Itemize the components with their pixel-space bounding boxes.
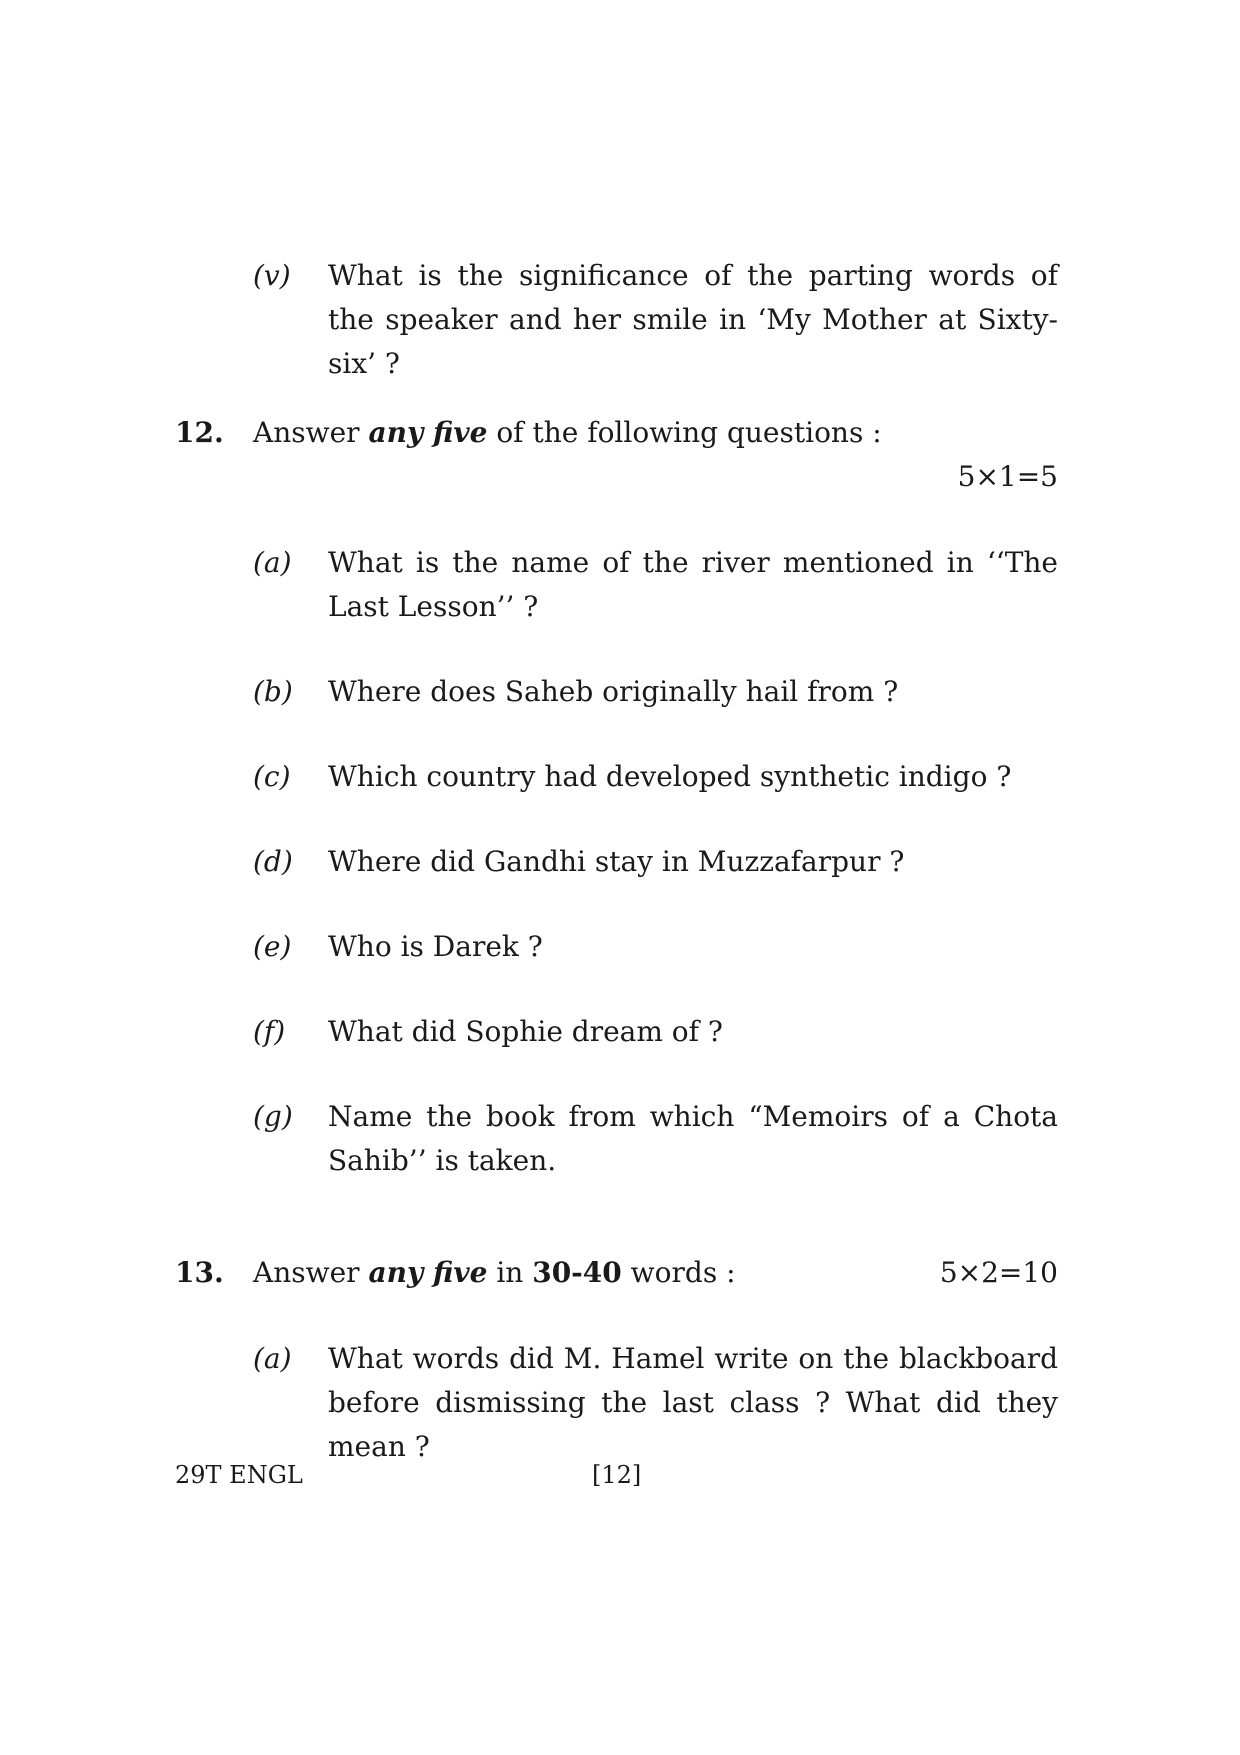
instruction-suffix: words : xyxy=(621,1256,736,1289)
q12-text-e: Who is Darek ? xyxy=(328,930,543,963)
item-text-v: What is the significance of the parting words of the speaker and her smile in ‘My Mother at Sixty-six’ ? xyxy=(328,259,1058,380)
paper-code: 29T ENGL xyxy=(175,1461,303,1489)
q12-label-d: (d) xyxy=(253,845,293,878)
question-number-13: 13. xyxy=(175,1256,224,1289)
instruction-emphasis: any five xyxy=(368,1256,488,1289)
instruction-word-range: 30-40 xyxy=(532,1256,622,1289)
q12-label-g: (g) xyxy=(253,1100,293,1133)
q12-label-f: (f) xyxy=(253,1015,286,1048)
instruction-prefix: Answer xyxy=(253,1256,369,1289)
question-12-instruction xyxy=(253,411,882,455)
item-label-v: (v) xyxy=(253,259,291,292)
q12-text-a: What is the name of the river mentioned in ‘‘The Last Lesson’’ ? xyxy=(328,546,1058,623)
q12-text-c: Which country had developed synthetic indigo ? xyxy=(328,760,1012,793)
q12-label-a: (a) xyxy=(253,546,292,579)
question-13-marks: 5×2=10 xyxy=(939,1256,1058,1289)
q12-text-b: Where does Saheb originally hail from ? xyxy=(328,675,899,708)
instruction-prefix: Answer xyxy=(253,416,369,449)
q12-text-f: What did Sophie dream of ? xyxy=(328,1015,723,1048)
instruction-suffix: of the following questions : xyxy=(487,416,882,449)
q12-label-e: (e) xyxy=(253,930,292,963)
q12-text-g: Name the book from which “Memoirs of a Chota Sahib’’ is taken. xyxy=(328,1100,1058,1177)
q13-label-a: (a) xyxy=(253,1342,292,1375)
q13-text-a: What words did M. Hamel write on the blackboard before dismissing the last class ? What did they mean ? xyxy=(328,1342,1058,1463)
q12-label-c: (c) xyxy=(253,760,291,793)
instruction-emphasis: any five xyxy=(368,416,488,449)
q12-text-d: Where did Gandhi stay in Muzzafarpur ? xyxy=(328,845,905,878)
question-number-12: 12. xyxy=(175,416,224,449)
q12-label-b: (b) xyxy=(253,675,293,708)
instruction-middle: in xyxy=(487,1256,533,1289)
page-number: [12] xyxy=(592,1461,642,1489)
question-13-instruction xyxy=(253,1251,736,1295)
question-12-marks: 5×1=5 xyxy=(957,460,1058,493)
